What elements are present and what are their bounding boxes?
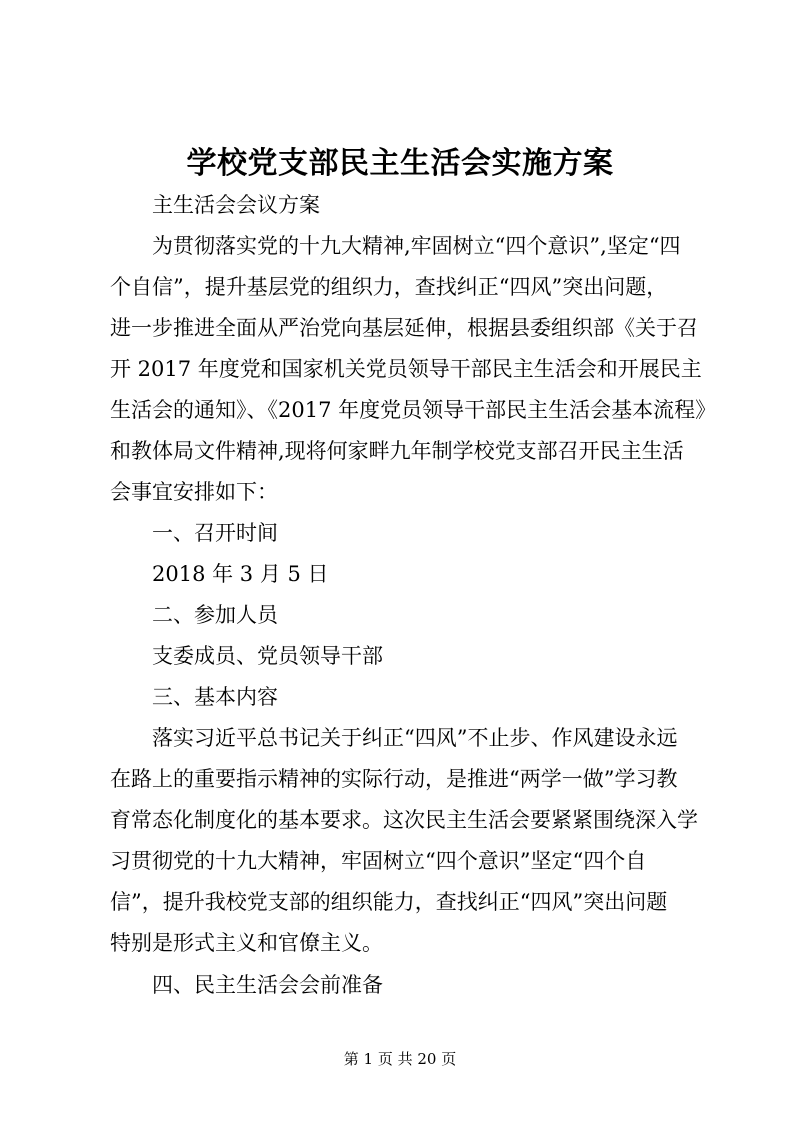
paragraph3-line-5: 信”，提升我校党支部的组织能力，查找纠正“四风”突出问题 [110,890,668,914]
paragraph3-line-1: 落实习近平总书记关于纠正“四风”不止步、作风建设永远 [152,726,678,750]
paragraph1-line-1: 为贯彻落实党的十九大精神,牢固树立“四个意识”,坚定“四 [152,234,681,258]
section2-heading: 二、参加人员 [152,603,278,627]
section2-text: 支委成员、党员领导干部 [152,644,383,668]
paragraph1-line-2: 个自信”，提升基层党的组织力，查找纠正“四风”突出问题， [110,275,668,299]
page-number-footer: 第 1 页 共 20 页 [343,1050,457,1068]
paragraph3-line-2: 在路上的重要指示精神的实际行动，是推进“两学一做”学习教 [110,767,678,791]
paragraph1-line-3: 进一步推进全面从严治党向基层延伸，根据县委组织部《关于召 [110,316,698,340]
document-title: 学校党支部民主生活会实施方案 [186,146,614,181]
section4-heading: 四、民主生活会会前准备 [152,973,383,997]
section1-heading: 一、召开时间 [152,521,278,545]
paragraph3-line-6: 特别是形式主义和官僚主义。 [110,931,383,955]
paragraph3-line-4: 习贯彻党的十九大精神，牢固树立“四个意识”坚定“四个自 [110,849,647,873]
paragraph1-line-4: 开 2017 年度党和国家机关党员领导干部民主生活会和开展民主 [110,357,702,381]
section1-text: 2018 年 3 月 5 日 [152,562,329,586]
paragraph3-line-3: 育常态化制度化的基本要求。这次民主生活会要紧紧围绕深入学 [110,808,698,832]
paragraph1-line-5: 生活会的通知》、《2017 年度党员领导干部民主生活会基本流程》 [110,398,717,422]
paragraph1-line-7: 会事宜安排如下： [110,480,278,504]
section3-heading: 三、基本内容 [152,685,278,709]
paragraph1-line-6: 和教体局文件精神,现将何家畔九年制学校党支部召开民主生活 [110,439,684,463]
subtitle: 主生活会会议方案 [152,193,320,217]
